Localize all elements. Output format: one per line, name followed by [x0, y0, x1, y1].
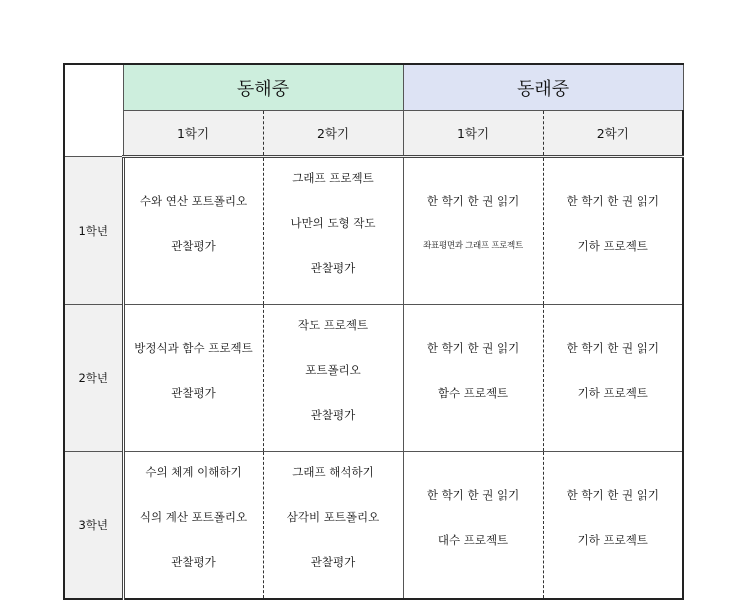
term-header: 2학기: [543, 111, 683, 157]
table-cell: [543, 452, 683, 600]
cell-line: 관찰평가: [310, 555, 356, 569]
cell-line: 기하 프로젝트: [577, 238, 648, 253]
grade-row: [64, 452, 683, 600]
school-header-row: [64, 64, 683, 111]
term-header: 1학기: [123, 111, 263, 157]
cell-line: 기하 프로젝트: [577, 385, 648, 400]
term-header: 1학기: [403, 111, 543, 157]
cell-line: 기하 프로젝트: [577, 532, 648, 547]
cell-line: 방정식과 함수 프로젝트: [134, 340, 253, 355]
table-cell: [123, 452, 263, 600]
cell-line: 함수 프로젝트: [437, 385, 509, 400]
table-cell: [263, 157, 403, 305]
cell-line: 관찰평가: [171, 238, 216, 253]
grade-label: 2학년: [64, 305, 123, 452]
cell-line: 나만의 도형 작도: [290, 216, 376, 230]
table-cell: [543, 157, 683, 305]
corner-cell: [64, 64, 123, 157]
cell-line: 식의 계산 포트폴리오: [139, 510, 248, 524]
term-header: 2학기: [263, 111, 403, 157]
table-cell: [123, 305, 263, 452]
assessment-plan-table: [63, 63, 684, 600]
cell-line: 한 학기 한 권 읽기: [566, 193, 659, 208]
cell-line: 수의 체계 이해하기: [145, 465, 242, 479]
grade-row: [64, 157, 683, 305]
cell-line: 한 학기 한 권 읽기: [566, 340, 659, 355]
table-cell: [123, 157, 263, 305]
grade-label: 3학년: [64, 452, 123, 600]
grade-label: 1학년: [64, 157, 123, 305]
cell-line: 관찰평가: [171, 385, 216, 400]
cell-line: 좌표평면과 그래프 프로젝트: [423, 240, 523, 251]
cell-line: 한 학기 한 권 읽기: [426, 487, 520, 502]
cell-line: 관찰평가: [310, 408, 356, 422]
grade-row: [64, 305, 683, 452]
cell-line: 대수 프로젝트: [437, 532, 509, 547]
cell-line: 그래프 프로젝트: [292, 171, 374, 185]
cell-line: 작도 프로젝트: [297, 318, 369, 332]
term-header-row: [64, 111, 683, 157]
cell-line: 수와 연산 포트폴리오: [139, 193, 248, 208]
cell-line: 삼각비 포트폴리오: [286, 510, 380, 524]
table-cell: [403, 157, 543, 305]
table-cell: [543, 305, 683, 452]
cell-line: 포트폴리오: [305, 363, 361, 377]
cell-line: 관찰평가: [310, 261, 356, 275]
cell-line: 관찰평가: [171, 555, 216, 569]
table-cell: [263, 305, 403, 452]
cell-line: 한 학기 한 권 읽기: [426, 340, 520, 355]
table-cell: [403, 305, 543, 452]
cell-line: 한 학기 한 권 읽기: [426, 193, 520, 208]
school-header-donghae: 동해중: [123, 64, 403, 111]
cell-line: 그래프 해석하기: [292, 465, 374, 479]
school-header-dongnae: 동래중: [403, 64, 683, 111]
table-cell: [403, 452, 543, 600]
table-cell: [263, 452, 403, 600]
cell-line: 한 학기 한 권 읽기: [566, 487, 659, 502]
